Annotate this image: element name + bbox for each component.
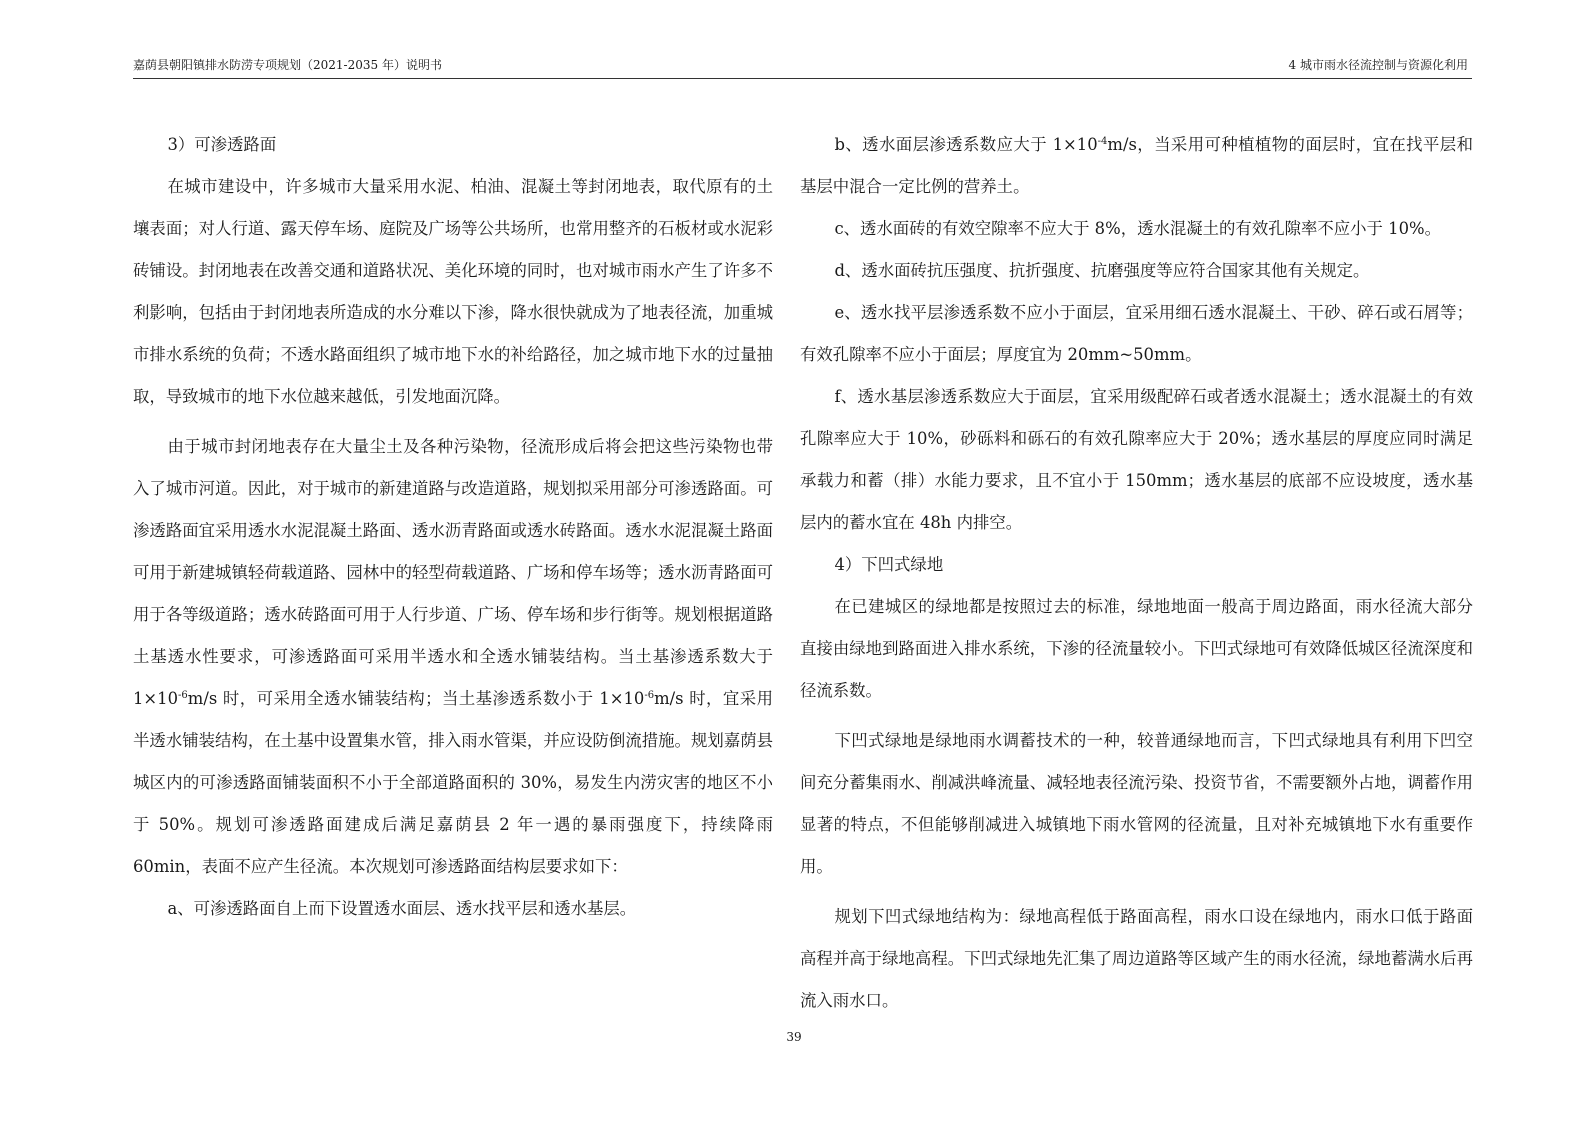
paragraph: 在城市建设中，许多城市大量采用水泥、柏油、混凝土等封闭地表，取代原有的土壤表面；对人行道、露天停车场、庭院及广场等公共场所，也常用整齐的石板材或水泥彩砖铺设。封闭地表在改善交通和道路状况、美化环境的同时，也对城市雨水产生了许多不利影响，包括由于封闭地表所造成的水分难以下渗，降水很快就成为了地表径流，加重城市排水系统的负荷；不透水路面组织了城市地下水的补给路径，加之城市地下水的过量抽取，导致城市的地下水位越来越低，引发地面沉降。 <box>133 177 773 406</box>
text-run: m/s，当采用可种植植物的面层时，宜在找平层和基层中混合一定比例的营养土。 <box>800 135 1473 196</box>
page-number: 39 <box>786 1030 802 1044</box>
exponent: -6 <box>178 690 188 701</box>
paragraph: 规划下凹式绿地结构为：绿地高程低于路面高程，雨水口设在绿地内，雨水口低于路面高程并高于绿地高程。下凹式绿地先汇集了周边道路等区域产生的雨水径流，绿地蓄满水后再流入雨水口。 <box>800 907 1473 1010</box>
text-run: m/s 时，可采用全透水铺装结构；当土基渗透系数小于 1×10 <box>187 689 645 708</box>
paragraph <box>133 426 773 888</box>
paragraph: e、透水找平层渗透系数不应小于面层，宜采用细石透水混凝土、干砂、碎石或石屑等；有效孔隙率不应小于面层；厚度宜为 20mm~50mm。 <box>800 303 1473 364</box>
exponent: -4 <box>1097 136 1108 147</box>
section-heading-sunken-green-space: 4）下凹式绿地 <box>834 555 944 574</box>
section-heading-permeable-pavement: 3）可渗透路面 <box>167 135 277 154</box>
text-run: 由于城市封闭地表存在大量尘土及各种污染物，径流形成后将会把这些污染物也带入了城市河道。因此，对于城市的新建道路与改造道路，规划拟采用部分可渗透路面。可渗透路面宜采用透水水泥混凝土路面、透水沥青路面或透水砖路面。透水水泥混凝土路面可用于新建城镇轻荷载道路、园林中的轻型荷载道路、广场和停车场等；透水沥青路面可用于各等级道路；透水砖路面可用于人行步道、广场、停车场和步行街等。规划根据道路土基透水性要求，可渗透路面可采用半透水和全透水铺装结构。当土基渗透系数大于 1×10 <box>133 437 773 708</box>
left-column <box>133 124 773 930</box>
paragraph: 在已建城区的绿地都是按照过去的标准，绿地地面一般高于周边路面，雨水径流大部分直接由绿地到路面进入排水系统，下渗的径流量较小。下凹式绿地可有效降低城区径流深度和径流系数。 <box>800 597 1473 700</box>
header-divider <box>133 78 1472 79</box>
paragraph: 下凹式绿地是绿地雨水调蓄技术的一种，较普通绿地而言，下凹式绿地具有利用下凹空间充分蓄集雨水、削减洪峰流量、减轻地表径流污染、投资节省，不需要额外占地，调蓄作用显著的特点，不但能够削减进入城镇地下雨水管网的径流量，且对补充城镇地下水有重要作用。 <box>800 731 1473 876</box>
paragraph: d、透水面砖抗压强度、抗折强度、抗磨强度等应符合国家其他有关规定。 <box>834 261 1370 280</box>
header-document-title: 嘉荫县朝阳镇排水防涝专项规划（2021-2035 年）说明书 <box>133 58 442 72</box>
text-run: m/s 时，宜采用半透水铺装结构，在土基中设置集水管，排入雨水管渠，并应设防倒流措施。规划嘉荫县城区内的可渗透路面铺装面积不小于全部道路面积的 30%，易发生内涝灾害的地区不小于 50%。规划可渗透路面建成后满足嘉荫县 2 年一遇的暴雨强度下，持续降雨 60min，表面不应产生径流。本次规划可渗透路面结构层要求如下： <box>133 689 773 876</box>
exponent: -6 <box>644 690 655 701</box>
right-column <box>800 124 1473 1022</box>
paragraph: c、透水面砖的有效空隙率不应大于 8%，透水混凝土的有效孔隙率不应小于 10%。 <box>834 219 1441 238</box>
header-chapter-title: 4 城市雨水径流控制与资源化利用 <box>1288 58 1468 72</box>
paragraph: f、透水基层渗透系数应大于面层，宜采用级配碎石或者透水混凝土；透水混凝土的有效孔隙率应大于 10%，砂砾料和砾石的有效孔隙率应大于 20%；透水基层的厚度应同时满足承载力和蓄（排）水能力要求，且不宜小于 150mm；透水基层的底部不应设坡度，透水基层内的蓄水宜在 48h 内排空。 <box>800 387 1473 532</box>
paragraph: a、可渗透路面自上而下设置透水面层、透水找平层和透水基层。 <box>167 899 637 918</box>
paragraph <box>800 124 1473 208</box>
text-run: b、透水面层渗透系数应大于 1×10 <box>834 135 1098 154</box>
